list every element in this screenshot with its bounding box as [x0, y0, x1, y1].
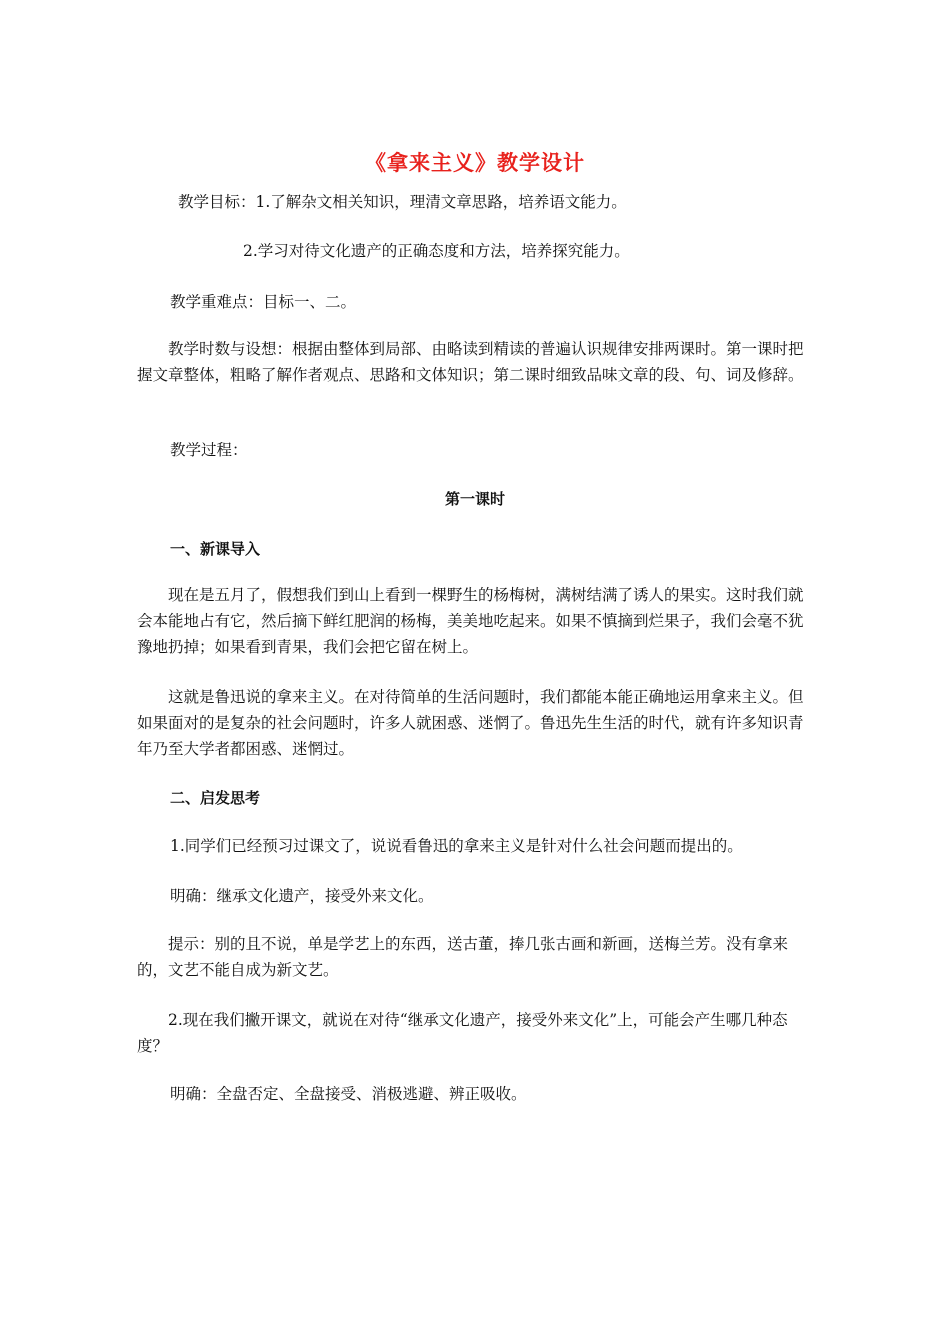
intro-paragraph-1: 现在是五月了，假想我们到山上看到一棵野生的杨梅树，满树结满了诱人的果实。这时我们就会本能地占有它，然后摘下鲜红肥润的杨梅，美美地吃起来。如果不慎摘到烂果子，我们会毫不犹豫地扔掉；如果看到青果，我们会把它留在树上。 [137, 586, 804, 656]
answer-2: 明确：全盘否定、全盘接受、消极逃避、辨正吸收。 [170, 1085, 527, 1103]
answer-1: 明确：继承文化遗产，接受外来文化。 [170, 887, 434, 905]
key-points: 教学重难点：目标一、二。 [170, 293, 357, 311]
section-heading-thinking: 二、启发思考 [170, 789, 261, 807]
intro-paragraph-2: 这就是鲁迅说的拿来主义。在对待简单的生活问题时，我们都能本能正确地运用拿来主义。但如果面对的是复杂的社会问题时，许多人就困惑、迷惘了。鲁迅先生生活的时代，就有许多知识青年乃至大学者都困惑、迷惘过。 [137, 688, 804, 758]
document-title: 《拿来主义》教学设计 [365, 151, 585, 175]
teaching-goal-2: 2.学习对待文化遗产的正确态度和方法，培养探究能力。 [243, 242, 630, 260]
lesson-heading: 第一课时 [444, 490, 505, 508]
teaching-goal-1: 教学目标：1.了解杂文相关知识，理清文章思路，培养语文能力。 [178, 193, 627, 211]
section-heading-intro: 一、新课导入 [170, 540, 261, 558]
hint-paragraph: 提示：别的且不说，单是学艺上的东西，送古董，捧几张古画和新画，送梅兰芳。没有拿来的，文艺不能自成为新文艺。 [137, 935, 789, 979]
teaching-process-label: 教学过程： [170, 441, 248, 459]
question-1: 1.同学们已经预习过课文了，说说看鲁迅的拿来主义是针对什么社会问题而提出的。 [170, 837, 743, 855]
teaching-hours-paragraph: 教学时数与设想：根据由整体到局部、由略读到精读的普遍认识规律安排两课时。第一课时把握文章整体，粗略了解作者观点、思路和文体知识；第二课时细致品味文章的段、句、词及修辞。 [137, 340, 804, 384]
question-2: 2.现在我们撇开课文，就说在对待“继承文化遗产，接受外来文化”上，可能会产生哪几种态度？ [137, 1011, 788, 1055]
